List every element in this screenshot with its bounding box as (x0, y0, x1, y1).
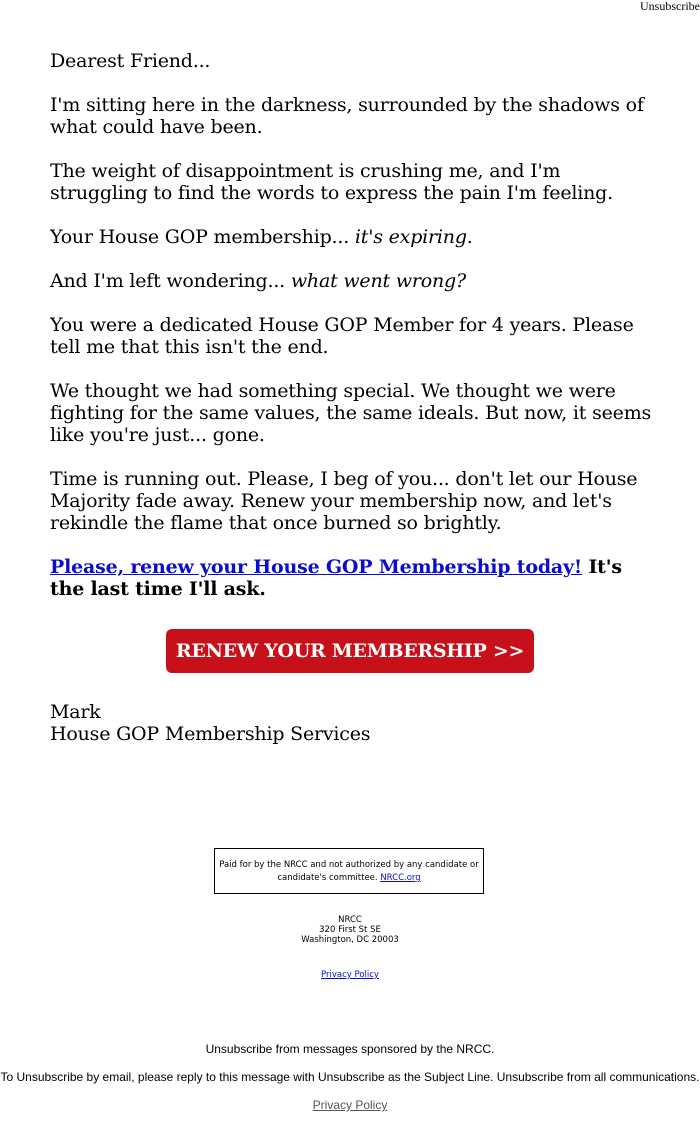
paragraph-1: I'm sitting here in the darkness, surrounded by the shadows of what could have been. (50, 94, 644, 138)
greeting: Dearest Friend... (50, 50, 211, 72)
paid-for-disclaimer (214, 848, 484, 894)
signature-title: House GOP Membership Services (50, 723, 371, 745)
address-org: NRCC (338, 915, 362, 925)
disclaimer-text: Paid for by the NRCC and not authorized by any candidate or candidate's committee. (219, 860, 479, 883)
paragraph-3-end: . (466, 226, 473, 248)
cta-bold-text: It's the last time I'll ask. (50, 556, 622, 600)
paragraph-5: You were a dedicated House GOP Member for 4 years. Please tell me that this isn't the end. (50, 314, 634, 358)
privacy-policy-link-small[interactable]: Privacy Policy (321, 970, 379, 980)
footer-privacy-policy-link[interactable]: Privacy Policy (312, 1098, 388, 1112)
paragraph-6: We thought we had something special. We thought we were fighting for the same values, the same ideals. But now, it seems like you're just... gone. (50, 380, 652, 446)
address-city: Washington, DC 20003 (301, 935, 399, 945)
privacy-policy-small-container (0, 969, 700, 981)
paragraph-2: The weight of disappointment is crushing me, and I'm struggling to find the words to express the pain I'm feeling. (50, 160, 613, 204)
paragraph-4-italic: what went wrong? (290, 270, 466, 292)
footer-privacy-container (0, 1097, 700, 1113)
footer-unsubscribe-sponsored[interactable]: Unsubscribe from messages sponsored by the NRCC. (205, 1042, 495, 1056)
renew-membership-button[interactable]: RENEW YOUR MEMBERSHIP >> (166, 629, 534, 673)
signature (50, 701, 370, 745)
paragraph-4 (50, 270, 654, 292)
paragraph-7: Time is running out. Please, I beg of you... don't let our House Majority fade away. Renew your membership now, and let's rekindle the flame that once burned so brightly. (50, 468, 638, 534)
nrcc-org-link[interactable]: NRCC.org (380, 873, 421, 883)
renew-membership-link[interactable]: Please, renew your House GOP Membership today! (50, 556, 583, 578)
paragraph-3 (50, 226, 654, 248)
paragraph-3-text: Your House GOP membership... (50, 226, 355, 248)
paragraph-4-text: And I'm left wondering... (50, 270, 291, 292)
letter-body (50, 50, 654, 622)
cta-paragraph (50, 556, 654, 600)
unsubscribe-link-top[interactable]: Unsubscribe (640, 0, 700, 13)
signature-name: Mark (50, 701, 101, 723)
renew-button-container (0, 629, 700, 673)
paragraph-3-italic: it's expiring (354, 226, 467, 248)
mailing-address (0, 915, 700, 945)
address-street: 320 First St SE (319, 925, 381, 935)
footer-unsubscribe-email-instructions[interactable]: To Unsubscribe by email, please reply to this message with Unsubscribe as the Subject Line. Unsubscribe from all communications. (0, 1070, 700, 1084)
